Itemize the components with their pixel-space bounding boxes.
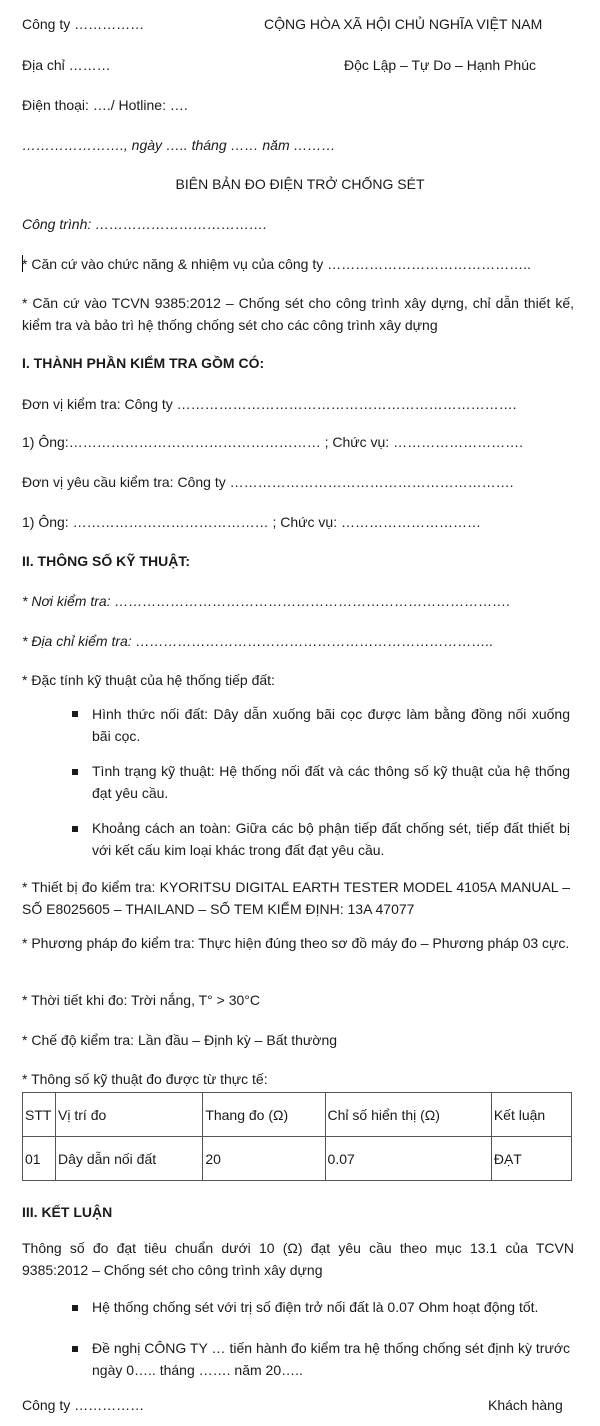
national-motto: Độc Lập – Tự Do – Hạnh Phúc xyxy=(344,57,537,73)
requesting-unit-line: Đơn vị yêu cầu kiểm tra: Công ty ……………………………………………………. xyxy=(22,474,514,490)
basis-company-function: * Căn cứ vào chức năng & nhiệm vụ của công ty …………………………………….. xyxy=(22,256,531,272)
header-conclusion: Kết luận xyxy=(491,1093,571,1137)
safety-distance-bullet: Khoảng cách an toàn: Giữa các bộ phận tiếp đất chống sét, tiếp đất thiết bị với kết cấu kim loại khác trong đất đạt yêu cầu. xyxy=(92,820,570,858)
cell-scale: 20 xyxy=(203,1137,325,1181)
header-position: Vị trí đo xyxy=(56,1093,203,1137)
company-name-line: Công ty …………… xyxy=(22,16,145,32)
phone-line: Điện thoại: …./ Hotline: …. xyxy=(22,97,188,113)
republic-title: CỘNG HÒA XÃ HỘI CHỦ NGHĨA VIỆT NAM xyxy=(264,16,543,32)
cell-position: Dây dẫn nối đất xyxy=(56,1137,203,1181)
measured-params-intro: * Thông số kỹ thuật đo được từ thực tế: xyxy=(22,1071,268,1087)
grounding-system-intro: * Đặc tính kỹ thuật của hệ thống tiếp đất: xyxy=(22,672,275,688)
footer-company: Công ty …………… xyxy=(22,1397,145,1413)
test-method-line: * Phương pháp đo kiểm tra: Thực hiện đúng theo sơ đồ máy đo – Phương pháp 03 cực. xyxy=(22,935,570,951)
header-reading: Chỉ số hiển thị (Ω) xyxy=(325,1093,491,1137)
bullet-square-icon xyxy=(72,1305,78,1311)
header-scale: Thang đo (Ω) xyxy=(203,1093,325,1137)
section-3-heading: III. KẾT LUẬN xyxy=(22,1204,113,1220)
bullet-square-icon xyxy=(72,1346,78,1352)
inspection-place-line: * Nơi kiểm tra: …………………………………………………………………………. xyxy=(22,593,511,609)
project-line: Công trình: ………………………………. xyxy=(22,216,268,232)
grounding-type-bullet: Hình thức nối đất: Dây dẫn xuống bãi cọc được làm bằng đồng nối xuống bãi cọc. xyxy=(92,706,570,744)
header-stt: STT xyxy=(23,1093,56,1137)
table-row xyxy=(23,1137,572,1181)
date-line: …………………., ngày ….. tháng …… năm ……… xyxy=(22,137,336,153)
technical-status-bullet: Tình trạng kỹ thuật: Hệ thống nối đất và các thông số kỹ thuật của hệ thống đạt yêu cầu. xyxy=(92,763,570,801)
conclusion-bullet-operation: Hệ thống chống sét với trị số điện trở nối đất là 0.07 Ohm hoạt động tốt. xyxy=(92,1299,539,1315)
bullet-square-icon xyxy=(72,769,78,775)
conclusion-text: Thông số đo đạt tiêu chuẩn dưới 10 (Ω) đạt yêu cầu theo mục 13.1 của TCVN 9385:2012 – Chống sét cho công trình xây dựng xyxy=(22,1240,574,1278)
cell-reading: 0.07 xyxy=(325,1137,491,1181)
cell-conclusion: ĐẠT xyxy=(491,1137,571,1181)
bullet-square-icon xyxy=(72,826,78,832)
test-equipment-line: * Thiết bị đo kiểm tra: KYORITSU DIGITAL EARTH TESTER MODEL 4105A MANUAL – SỐ E8025605 – THAILAND – SỐ TEM KIỂM ĐỊNH: 13A 47077 xyxy=(22,879,570,917)
measurement-table xyxy=(22,1092,572,1181)
bullet-square-icon xyxy=(72,711,78,717)
document-title: BIÊN BẢN ĐO ĐIỆN TRỞ CHỐNG SÉT xyxy=(175,176,425,192)
test-mode-line: * Chế độ kiểm tra: Lần đầu – Định kỳ – Bất thường xyxy=(22,1032,338,1048)
representative-line: 1) Ông: …………………………………… ; Chức vụ: ………………………… xyxy=(22,514,481,530)
table-header-row xyxy=(23,1093,572,1137)
basis-tcvn: * Căn cứ vào TCVN 9385:2012 – Chống sét cho công trình xây dựng, chỉ dẫn thiết kế, kiểm tra và bảo trì hệ thống chống sét cho các công trình xây dựng xyxy=(22,295,574,333)
footer-customer: Khách hàng xyxy=(488,1397,563,1413)
section-1-heading: I. THÀNH PHẦN KIỂM TRA GỒM CÓ: xyxy=(22,355,265,371)
section-2-heading: II. THÔNG SỐ KỸ THUẬT: xyxy=(22,553,190,569)
cell-stt: 01 xyxy=(23,1137,56,1181)
conclusion-bullet-recommendation: Đề nghị CÔNG TY … tiến hành đo kiểm tra hệ thống chống sét định kỳ trước ngày 0….. tháng ……. năm 20….. xyxy=(92,1340,570,1378)
inspection-unit-line: Đơn vị kiểm tra: Công ty ………………………………………………………………. xyxy=(22,396,517,412)
weather-line: * Thời tiết khi đo: Trời nắng, T° > 30°C xyxy=(22,992,260,1008)
address-line: Địa chỉ ……… xyxy=(22,57,111,73)
inspection-address-line: * Địa chỉ kiểm tra: ………………………………………………………………….. xyxy=(22,633,494,649)
inspector-line: 1) Ông:……………………………………………… ; Chức vụ: ………………………. xyxy=(22,434,523,450)
